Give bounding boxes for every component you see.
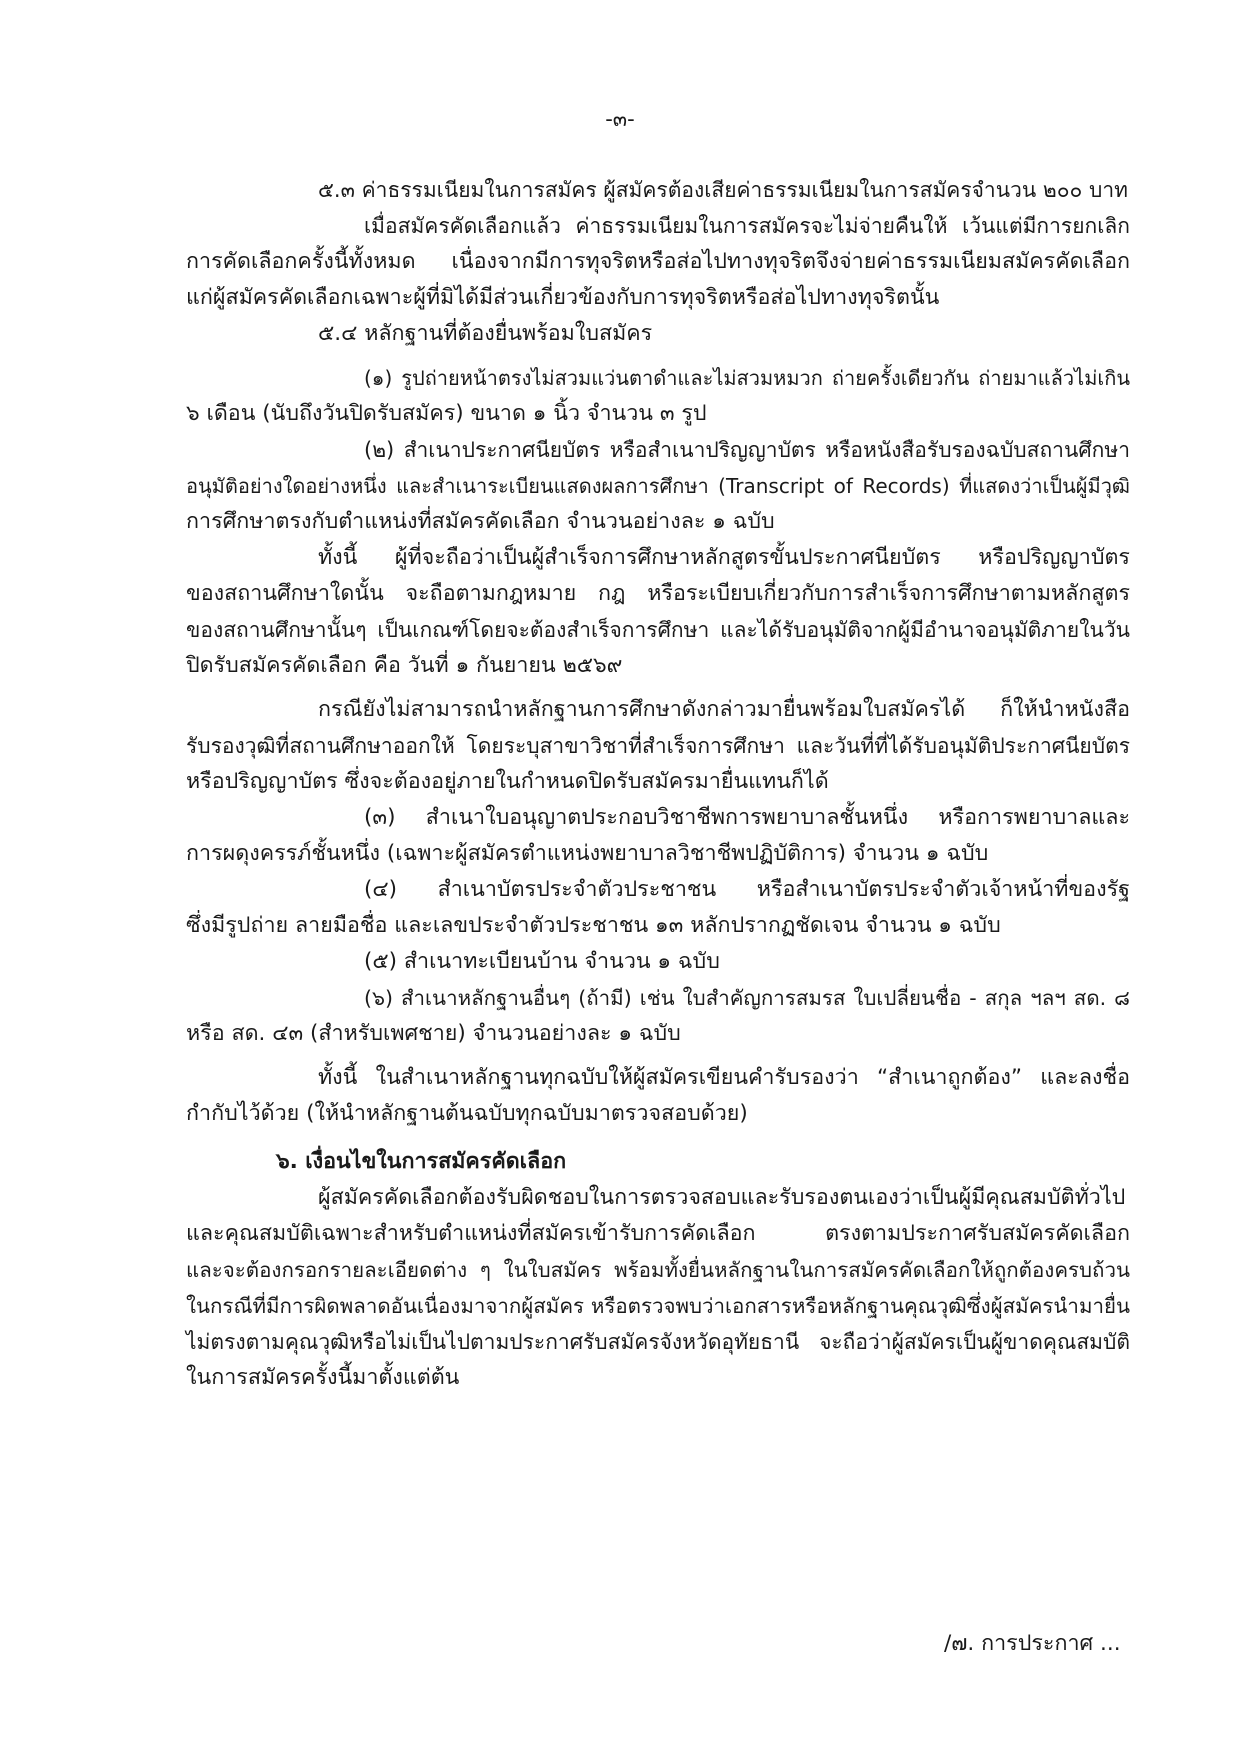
list-item: (๒) สำเนาประกาศนียบัตร หรือสำเนาปริญญาบัตร หรือหนังสือรับรองฉบับสถานศึกษา — [364, 438, 1130, 462]
paragraph-line: ผู้สมัครคัดเลือกต้องรับผิดชอบในการตรวจสอบและรับรองตนเองว่าเป็นผู้มีคุณสมบัติทั่วไป — [318, 1185, 1126, 1210]
paragraph-line: ๖ เดือน (นับถึงวันปิดรับสมัคร) ขนาด ๑ นิ้ว จำนวน ๓ รูป — [186, 401, 707, 426]
paragraph-line: กรณียังไม่สามารถนำหลักฐานการศึกษาดังกล่าวมายื่นพร้อมใบสมัครได้ ก็ให้นำหนังสือ — [318, 697, 1130, 722]
paragraph-line: และคุณสมบัติเฉพาะสำหรับตำแหน่งที่สมัครเข้ารับการคัดเลือก ตรงตามประกาศรับสมัครคัดเลือก — [186, 1221, 1130, 1246]
paragraph-line: ของสถานศึกษานั้นๆ เป็นเกณฑ์โดยจะต้องสำเร็จการศึกษา และได้รับอนุมัติจากผู้มีอำนาจอนุมัติภายในวัน — [186, 618, 1130, 642]
list-item: (๔) สำเนาบัตรประจำตัวประชาชน หรือสำเนาบัตรประจำตัวเจ้าหน้าที่ของรัฐ — [364, 877, 1130, 902]
list-item: (๓) สำเนาใบอนุญาตประกอบวิชาชีพการพยาบาลชั้นหนึ่ง หรือการพยาบาลและ — [364, 805, 1130, 830]
section-6-heading: ๖. เงื่อนไขในการสมัครคัดเลือก — [276, 1149, 567, 1174]
continuation-note: /๗. การประกาศ ... — [944, 1631, 1121, 1656]
paragraph-line: รับรองวุฒิที่สถานศึกษาออกให้ โดยระบุสาขาวิชาที่สำเร็จการศึกษา และวันที่ที่ได้รับอนุมัติประกาศนียบัตร — [186, 734, 1130, 758]
paragraph-line: กำกับไว้ด้วย (ให้นำหลักฐานต้นฉบับทุกฉบับมาตรวจสอบด้วย) — [186, 1101, 748, 1126]
page-number: -๓- — [605, 107, 635, 131]
paragraph-line: การศึกษาตรงกับตำแหน่งที่สมัครคัดเลือก จำนวนอย่างละ ๑ ฉบับ — [186, 509, 775, 534]
paragraph-line: ซึ่งมีรูปถ่าย ลายมือชื่อ และเลขประจำตัวประชาชน ๑๓ หลักปรากฏชัดเจน จำนวน ๑ ฉบับ — [186, 913, 1001, 938]
paragraph-line: เมื่อสมัครคัดเลือกแล้ว ค่าธรรมเนียมในการสมัครจะไม่จ่ายคืนให้ เว้นแต่มีการยกเลิก — [364, 214, 1130, 238]
paragraph-line: ทั้งนี้ ในสำเนาหลักฐานทุกฉบับให้ผู้สมัครเขียนคำรับรองว่า “สำเนาถูกต้อง” และลงชื่อ — [318, 1065, 1130, 1090]
section-5-4-heading: ๕.๔ หลักฐานที่ต้องยื่นพร้อมใบสมัคร — [318, 321, 653, 346]
paragraph-line: หรือ สด. ๔๓ (สำหรับเพศชาย) จำนวนอย่างละ ๑ ฉบับ — [186, 1021, 681, 1046]
paragraph-line: ไม่ตรงตามคุณวุฒิหรือไม่เป็นไปตามประกาศรับสมัครจังหวัดอุทัยธานี จะถือว่าผู้สมัครเป็นผู้ขาดคุณสมบัติ — [186, 1330, 1130, 1354]
paragraph-line: ทั้งนี้ ผู้ที่จะถือว่าเป็นผู้สำเร็จการศึกษาหลักสูตรขั้นประกาศนียบัตร หรือปริญญาบัตร — [318, 545, 1130, 570]
paragraph-line: ปิดรับสมัครคัดเลือก คือ วันที่ ๑ กันยายน ๒๕๖๙ — [186, 653, 623, 678]
list-item: (๖) สำเนาหลักฐานอื่นๆ (ถ้ามี) เช่น ใบสำคัญการสมรส ใบเปลี่ยนชื่อ - สกุล ฯลฯ สด. ๘ — [364, 986, 1130, 1010]
paragraph-line: ในการสมัครครั้งนี้มาตั้งแต่ต้น — [186, 1365, 460, 1390]
paragraph-line: แก่ผู้สมัครคัดเลือกเฉพาะผู้ที่มิได้มีส่วนเกี่ยวข้องกับการทุจริตหรือส่อไปทางทุจริตนั้น — [186, 285, 940, 310]
paragraph-line: หรือปริญญาบัตร ซึ่งจะต้องอยู่ภายในกำหนดปิดรับสมัครมายื่นแทนก็ได้ — [186, 769, 829, 794]
list-item: (๕) สำเนาทะเบียนบ้าน จำนวน ๑ ฉบับ — [364, 949, 720, 974]
list-item: (๑) รูปถ่ายหน้าตรงไม่สวมแว่นตาดำและไม่สวมหมวก ถ่ายครั้งเดียวกัน ถ่ายมาแล้วไม่เกิน — [364, 366, 1130, 390]
paragraph-line: ในกรณีที่มีการผิดพลาดอันเนื่องมาจากผู้สมัคร หรือตรวจพบว่าเอกสารหรือหลักฐานคุณวุฒิซึ่งผู้สมัครนำมายื่น — [186, 1294, 1130, 1318]
paragraph-line: และจะต้องกรอกรายละเอียดต่าง ๆ ในใบสมัคร พร้อมทั้งยื่นหลักฐานในการสมัครคัดเลือกให้ถูกต้องครบถ้วน — [186, 1258, 1130, 1282]
paragraph-line: การคัดเลือกครั้งนี้ทั้งหมด เนื่องจากมีการทุจริตหรือส่อไปทางทุจริตจึงจ่ายค่าธรรมเนียมสมัครคัดเลือก — [186, 249, 1130, 274]
section-5-3-heading: ๕.๓ ค่าธรรมเนียมในการสมัคร ผู้สมัครต้องเสียค่าธรรมเนียมในการสมัครจำนวน ๒๐๐ บาท — [318, 178, 1129, 202]
paragraph-line: ของสถานศึกษาใดนั้น จะถือตามกฎหมาย กฎ หรือระเบียบเกี่ยวกับการสำเร็จการศึกษาตามหลักสูตร — [186, 581, 1130, 606]
paragraph-line: อนุมัติอย่างใดอย่างหนึ่ง และสำเนาระเบียนแสดงผลการศึกษา (Transcript of Records) ที่แสดงว่าเป็นผู้มีวุฒิ — [186, 474, 1130, 498]
paragraph-line: การผดุงครรภ์ชั้นหนึ่ง (เฉพาะผู้สมัครตำแหน่งพยาบาลวิชาชีพปฏิบัติการ) จำนวน ๑ ฉบับ — [186, 841, 989, 866]
